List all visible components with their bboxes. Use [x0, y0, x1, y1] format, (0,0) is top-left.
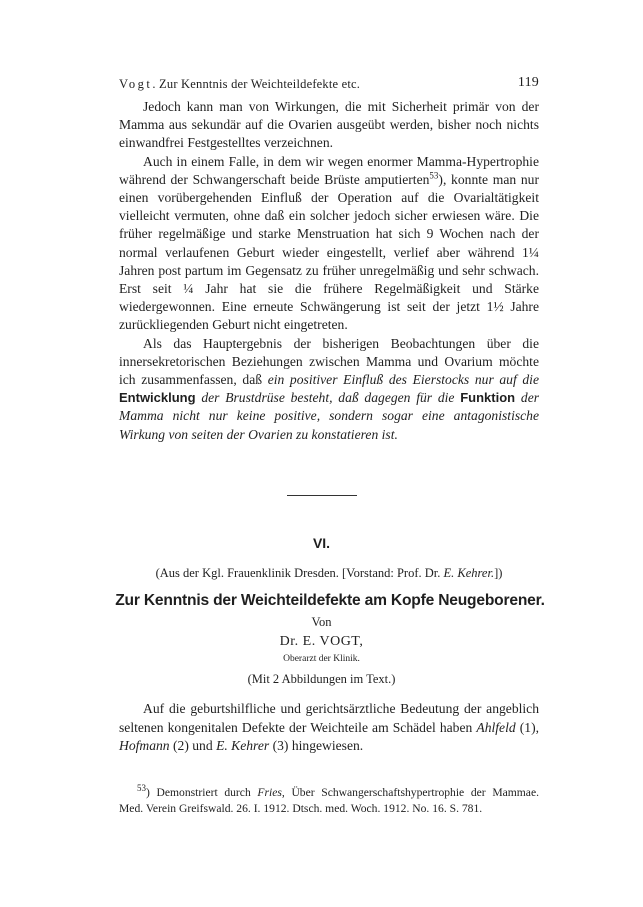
article-paragraph-1-text-d: (3) hingewiesen. [272, 738, 364, 754]
figure-note: (Mit 2 Abbildungen im Text.) [247, 672, 396, 686]
paragraph-3-text-a: Als das Hauptergebnis der bisherigen Beobachtungen über die innersekretorischen Beziehungen zwischen Mamma und Ovarium möchte ich zusammenfassen, daß [119, 335, 539, 388]
affiliation-director: E. Kehrer. [443, 566, 495, 580]
paragraph-3 [119, 335, 539, 444]
affiliation-text-b: ]) [494, 566, 503, 580]
footnote [119, 785, 539, 817]
section-number: VI. [312, 535, 331, 551]
cited-author-hofmann: Hofmann [119, 738, 170, 754]
byline-von: Von [311, 615, 332, 629]
paragraph-3-italic-c: der Brustdrüse besteht, daß dagegen für die [201, 390, 455, 406]
running-title [119, 77, 360, 92]
article-paragraph-1-text-c: (2) und [173, 738, 213, 754]
running-title-text: . Zur Kenntnis der Weichteildefekte etc. [152, 77, 361, 91]
affiliation [119, 566, 539, 581]
footnote-author: Fries, [257, 786, 285, 799]
cited-author-kehrer: E. Kehrer [216, 738, 270, 754]
paragraph-2-text-a: Auch in einem Falle, in dem wir wegen enormer Mamma-Hypertrophie während der Schwangerschaft beide Brüste amputierten [119, 153, 539, 187]
body-text [119, 98, 539, 444]
footnote-reference: 53 [429, 170, 439, 181]
author-name: Dr. E. VOGT, [279, 634, 364, 649]
paragraph-1: Jedoch kann man von Wirkungen, die mit Sicherheit primär von der Mamma aus sekundär auf die Ovarien ausgeübt werden, bisher noch nichts einwandfrei Festgestelltes verzeichnen. [119, 99, 539, 151]
cited-author-ahlfeld: Ahlfeld [476, 719, 516, 735]
footnote-text-a: ) Demonstriert durch [146, 786, 251, 799]
article-paragraph-1 [119, 700, 539, 756]
footnote-text-b: Über Schwangerschaftshypertrophie der Mammae. Med. Verein Greifswald. 26. I. 1912. Dtsch. med. Woch. 1912. No. 16. S. 781. [119, 786, 539, 815]
paragraph-2 [119, 153, 539, 335]
paragraph-3-italic-b: ein positiver Einfluß des Eierstocks nur auf die [267, 372, 539, 388]
article-body [119, 700, 539, 756]
footnote-53 [119, 785, 539, 817]
article-paragraph-1-text-a: Auf die geburtshilfliche und gerichtsärztliche Bedeutung der angeblich seltenen kongenitalen Defekte der Weichteile am Schädel haben [119, 701, 539, 735]
running-author: Vogt [119, 77, 153, 91]
author-position: Oberarzt der Klinik. [283, 654, 360, 664]
paragraph-3-bold-entwicklung: Entwicklung [119, 390, 196, 406]
section-divider [287, 495, 357, 496]
paragraph-3-italic-d: der Mamma nicht nur keine positive, sondern sogar eine antagonistische Wirkung von seiten der Ovarien zu konstatieren ist. [119, 390, 540, 442]
footnote-marker: 53 [137, 783, 146, 794]
article-paragraph-1-text-b: (1), [519, 719, 540, 735]
page-number: 119 [517, 75, 539, 90]
article-title: Zur Kenntnis der Weichteildefekte am Kopfe Neugeborener. [115, 592, 545, 609]
paragraph-3-bold-funktion: Funktion [460, 390, 516, 406]
paragraph-2-text-b: ), konnte man nur einen vorübergehenden Einfluß der Operation auf die Ovarialtätigkeit vielleicht vermuten, ohne daß ein solcher jedoch sicher erwiesen wäre. Die früher regelmäßige und starke Menstruation hat sich 9 Wochen nach der normal verlaufenen Geburt wieder eingestellt, verlief aber während 1¼ Jahren post partum im Gegensatz zu früher unregelmäßig und sehr schwach. Erst seit ¼ Jahr hat sie die frühere Regelmäßigkeit und Stärke wiedergewonnen. Eine erneute Schwängerung ist seit der jetzt 1½ Jahre zurückliegenden Geburt nicht eingetreten. [119, 171, 539, 333]
affiliation-text-a: (Aus der Kgl. Frauenklinik Dresden. [Vorstand: Prof. Dr. [155, 566, 441, 580]
